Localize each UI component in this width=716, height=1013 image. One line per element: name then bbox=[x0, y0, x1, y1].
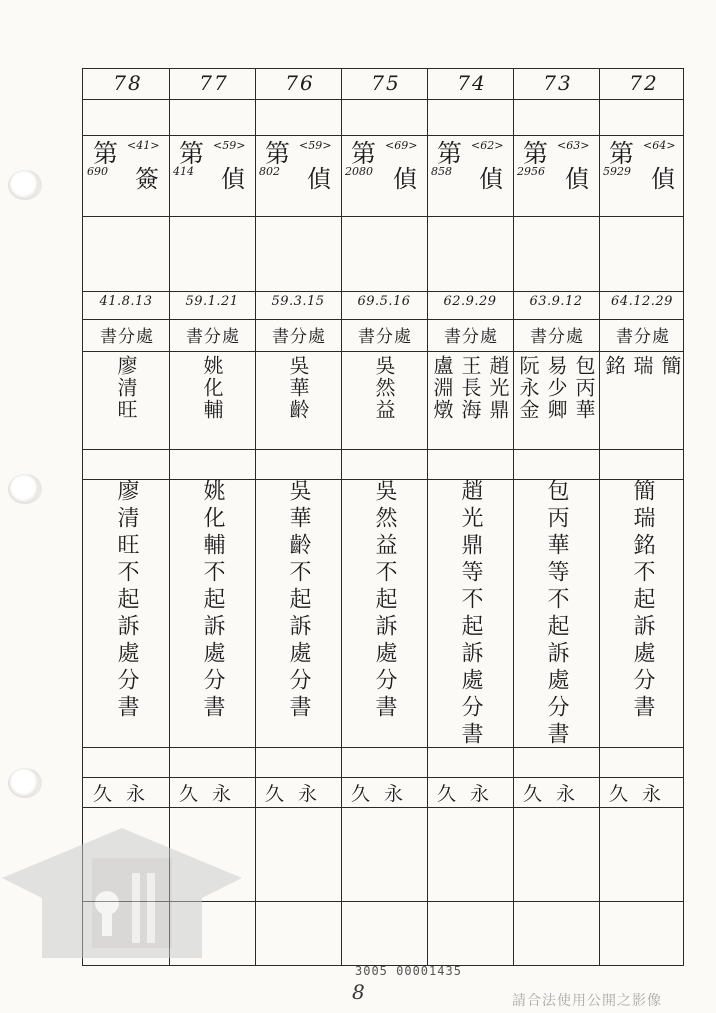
record-column bbox=[255, 69, 341, 967]
document-type: 書分處 bbox=[358, 327, 412, 347]
case-type: 偵 bbox=[221, 165, 245, 193]
usage-notice: 請合法使用公開之影像 bbox=[512, 993, 662, 1009]
case-prefix: 第 bbox=[523, 139, 549, 168]
record-index: 77 bbox=[199, 71, 229, 95]
party-name: 阮永金 bbox=[516, 355, 540, 421]
party-name: 吳華齡 bbox=[286, 355, 310, 421]
record-column bbox=[513, 69, 599, 967]
record-date: 59.1.21 bbox=[185, 294, 239, 309]
case-year: <69> bbox=[385, 139, 418, 152]
case-prefix: 第 bbox=[351, 139, 377, 168]
retention-period: 久永 bbox=[178, 783, 245, 805]
case-prefix: 第 bbox=[437, 139, 463, 168]
case-prefix: 第 bbox=[609, 139, 635, 168]
case-year: <62> bbox=[471, 139, 504, 152]
case-number: 858 bbox=[431, 165, 452, 178]
archive-watermark-emblem bbox=[2, 818, 242, 958]
document-type: 書分處 bbox=[100, 327, 154, 347]
decision-text-cell bbox=[91, 479, 161, 779]
record-date: 69.5.16 bbox=[357, 294, 411, 309]
party-names bbox=[259, 355, 337, 451]
retention-period: 久永 bbox=[264, 783, 331, 805]
party-names bbox=[517, 355, 595, 451]
record-index: 78 bbox=[113, 71, 143, 95]
record-date: 62.9.29 bbox=[443, 294, 497, 309]
case-number: 690 bbox=[87, 165, 108, 178]
decision-text: 簡瑞銘不起訴處分書 bbox=[630, 479, 655, 722]
decision-text: 吳然益不起訴處分書 bbox=[372, 479, 397, 722]
case-year: <59> bbox=[213, 139, 246, 152]
record-index: 75 bbox=[371, 71, 401, 95]
record-index: 73 bbox=[543, 71, 573, 95]
decision-text-cell bbox=[349, 479, 419, 779]
party-names bbox=[431, 355, 509, 451]
retention-period: 久永 bbox=[92, 783, 159, 805]
record-index: 72 bbox=[629, 71, 659, 95]
record-date: 41.8.13 bbox=[99, 294, 153, 309]
case-number: 2956 bbox=[517, 165, 545, 178]
record-date: 63.9.12 bbox=[529, 294, 583, 309]
case-type: 偵 bbox=[479, 165, 503, 193]
decision-text: 吳華齡不起訴處分書 bbox=[286, 479, 311, 722]
record-column bbox=[341, 69, 427, 967]
case-number: 5929 bbox=[603, 165, 631, 178]
punch-hole bbox=[8, 768, 42, 798]
party-names bbox=[603, 355, 681, 451]
retention-period: 久永 bbox=[350, 783, 417, 805]
party-name: 趙光鼎 bbox=[486, 355, 510, 421]
case-prefix: 第 bbox=[93, 139, 119, 168]
party-name: 盧淵燉 bbox=[430, 355, 454, 421]
document-type: 書分處 bbox=[272, 327, 326, 347]
archive-code: 3005 00001435 bbox=[355, 964, 462, 978]
case-number: 802 bbox=[259, 165, 280, 178]
punch-hole bbox=[8, 170, 42, 200]
document-type: 書分處 bbox=[444, 327, 498, 347]
retention-period: 久永 bbox=[436, 783, 503, 805]
decision-text-cell bbox=[177, 479, 247, 779]
document-type: 書分處 bbox=[530, 327, 584, 347]
party-name: 易少卿 bbox=[544, 355, 568, 421]
case-type: 簽 bbox=[135, 165, 159, 193]
case-number: 2080 bbox=[345, 165, 373, 178]
party-name: 廖清旺 bbox=[114, 355, 138, 421]
party-name: 瑞 bbox=[630, 355, 654, 377]
record-column bbox=[599, 69, 685, 967]
punch-hole bbox=[8, 474, 42, 504]
party-name: 銘 bbox=[602, 355, 626, 377]
retention-period: 久永 bbox=[522, 783, 589, 805]
record-index: 76 bbox=[285, 71, 315, 95]
case-year: <63> bbox=[557, 139, 590, 152]
party-name: 王長海 bbox=[458, 355, 482, 421]
case-type: 偵 bbox=[651, 165, 675, 193]
party-name: 姚化輔 bbox=[200, 355, 224, 421]
party-name: 吳然益 bbox=[372, 355, 396, 421]
document-type: 書分處 bbox=[186, 327, 240, 347]
party-names bbox=[345, 355, 423, 451]
party-name: 包丙華 bbox=[572, 355, 596, 421]
case-prefix: 第 bbox=[179, 139, 205, 168]
decision-text: 包丙華等不起訴處分書 bbox=[544, 479, 569, 749]
case-year: <64> bbox=[643, 139, 676, 152]
case-type: 偵 bbox=[307, 165, 331, 193]
case-type: 偵 bbox=[565, 165, 589, 193]
party-names bbox=[87, 355, 165, 451]
decision-text: 廖清旺不起訴處分書 bbox=[114, 479, 139, 722]
case-type: 偵 bbox=[393, 165, 417, 193]
decision-text: 姚化輔不起訴處分書 bbox=[200, 479, 225, 722]
record-index: 74 bbox=[457, 71, 487, 95]
record-column bbox=[427, 69, 513, 967]
decision-text-cell bbox=[607, 479, 677, 779]
party-name: 簡 bbox=[658, 355, 682, 377]
case-number: 414 bbox=[173, 165, 194, 178]
decision-text-cell bbox=[521, 479, 591, 779]
document-type: 書分處 bbox=[616, 327, 670, 347]
record-date: 59.3.15 bbox=[271, 294, 325, 309]
record-date: 64.12.29 bbox=[611, 294, 673, 309]
case-year: <59> bbox=[299, 139, 332, 152]
party-names bbox=[173, 355, 251, 451]
retention-period: 久永 bbox=[608, 783, 675, 805]
case-year: <41> bbox=[127, 139, 160, 152]
case-prefix: 第 bbox=[265, 139, 291, 168]
decision-text: 趙光鼎等不起訴處分書 bbox=[458, 479, 483, 749]
page-number: 8 bbox=[352, 980, 365, 1004]
decision-text-cell bbox=[263, 479, 333, 779]
decision-text-cell bbox=[435, 479, 505, 779]
